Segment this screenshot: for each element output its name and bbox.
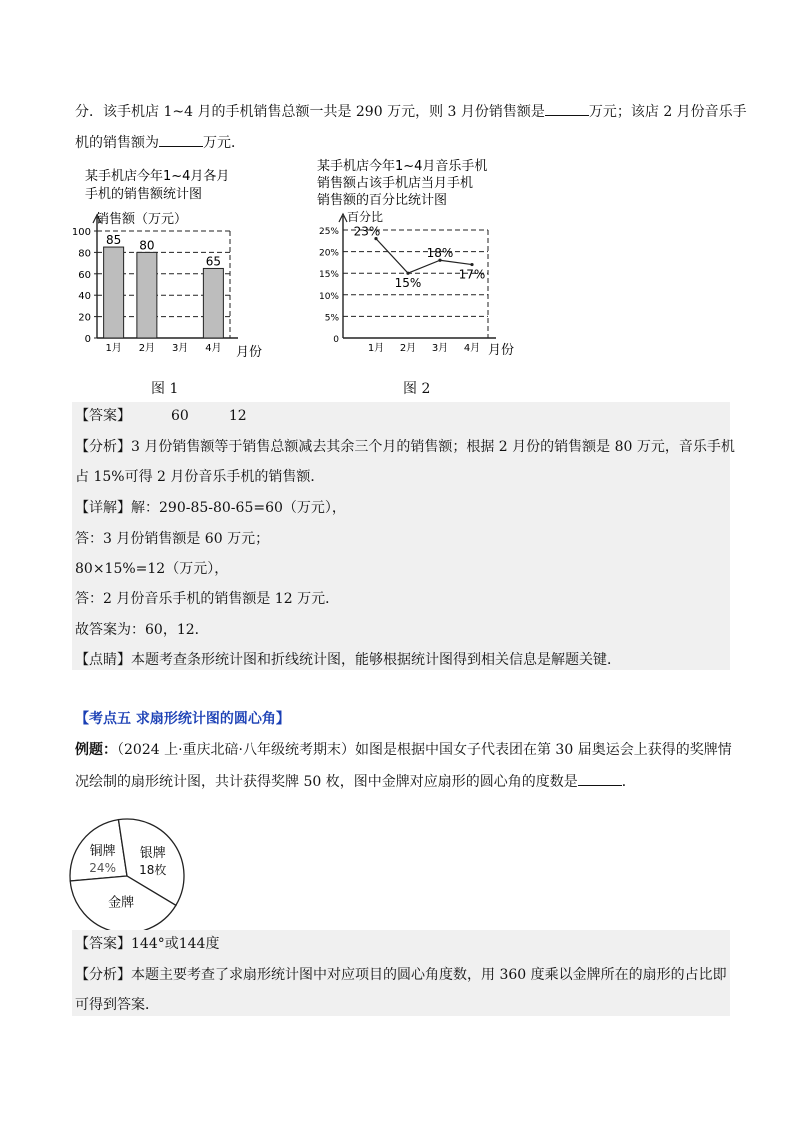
figure-1-bar-chart [60,160,290,365]
analysis-line-2: 占 15%可得 2 月份音乐手机的销售额． [75,469,325,485]
bar-chart-y-tick-label: 60 [78,269,91,281]
answer-blank-1 [545,101,589,116]
answer-line-1 [75,406,730,426]
question-text-c: 机的销售额为 [75,135,159,151]
figure-3-pie-chart [65,810,195,940]
question-text-b: 万元；该店 2 月份音乐手 [588,104,747,120]
line-chart-y-tick-label: 25% [318,227,339,237]
example-line-1 [75,740,730,760]
answer-tag: 【答案】 [75,408,131,424]
figure-2-line-chart [305,155,540,365]
bar-chart-data-label: 65 [205,254,222,269]
line-chart-data-label: 15% [394,276,422,291]
detail-line-3: 80×15%=12（万元）， [75,561,229,577]
analysis2-line-1 [75,965,730,985]
analysis-text-1: 3 月份销售额等于销售总额减去其余三个月的销售额；根据 2 月份的销售额是 80 万元，音乐手机 [131,439,735,455]
line-chart-x-tick-label: 4月 [463,343,481,354]
pie-slice-label: 银牌 [139,845,166,861]
pie-slice-value-label: 24% [89,860,116,875]
example-text-1: （2024 上·重庆北碚·八年级统考期末）如图是根据中国女子代表团在第 30 届奥运会上获得的奖牌情 [117,742,732,758]
example-text-2: 况绘制的扇形统计图，共计获得奖牌 50 枚，图中金牌对应扇形的圆心角的度数是 [75,774,578,790]
answer2-value: 144°或144度 [131,936,220,952]
bar-chart-x-tick-label: 4月 [205,343,222,354]
figure-1-xlabel: 月份 [236,345,263,360]
detail-text-1: 解：290-85-80-65=60（万元）， [131,500,346,516]
answer2-line [75,934,730,954]
line-chart-series-line [376,239,472,274]
line-chart-y-tick-label: 5% [324,313,339,324]
bar-chart-x-tick-label: 2月 [138,343,156,354]
pie-slice-label: 金牌 [108,895,135,911]
detail-tag: 【详解】 [75,500,131,516]
example-text-3: ． [621,774,636,790]
bar-chart-x-tick-label: 3月 [171,343,189,354]
figure-2-title-line-2: 销售额占该手机店当月手机 [317,176,474,191]
detail-line-4: 答：2 月份音乐手机的销售额是 12 万元． [75,591,340,607]
question-text-a: 分．该手机店 1~4 月的手机销售总额一共是 290 万元，则 3 月份销售额是 [75,104,545,120]
line-chart-x-tick-label: 1月 [367,343,385,354]
bar-chart-y-tick-label: 20 [78,312,91,324]
line-chart-point [406,272,409,275]
figure-1-title-line-2: 手机的销售额统计图 [85,187,203,202]
example-tag: 例题： [75,742,117,758]
detail-line-2: 答：3 月份销售额是 60 万元； [75,531,270,547]
figure-1-title-line-1: 某手机店今年1~4月各月 [85,169,230,184]
example-line-2 [75,771,730,792]
figure-1-caption: 图 1 [151,381,179,397]
line-chart-x-tick-label: 2月 [399,343,417,354]
analysis2-line-2: 可得到答案． [75,997,159,1013]
analysis2-text-1: 本题主要考查了求扇形统计图中对应项目的圆心角度数，用 360 度乘以金牌所在的扇形的占比即 [131,967,727,983]
bar-chart-y-tick-label: 80 [78,248,91,260]
line-chart-data-label: 18% [426,246,454,261]
line-chart-y-tick-label: 10% [318,291,339,302]
figure-2-ylabel: 百分比 [347,210,384,224]
line-chart-data-label: 23% [353,224,381,239]
bar-chart-x-tick-label: 1月 [105,343,122,354]
comment-tag: 【点睛】 [75,652,131,668]
detail-line-1 [75,498,730,518]
bar-chart-data-label: 85 [105,233,122,248]
line-chart-y-tick-label: 0 [333,335,339,345]
line-chart-data-label: 17% [458,267,486,282]
answer-blank-2 [159,132,203,147]
analysis-line-1 [75,437,735,457]
comment-text: 本题考查条形统计图和折线统计图，能够根据统计图得到相关信息是解题关键． [131,652,621,668]
bar-chart-bar [104,247,124,338]
figure-2-title-line-1: 某手机店今年1~4月音乐手机 [317,159,488,174]
answer-value-1: 60 [171,408,189,424]
question-text-d: 万元． [203,135,245,151]
pie-slice-label: 铜牌 [89,843,116,859]
answer-value-2: 12 [228,408,247,424]
answer-blank-3 [578,771,622,786]
bar-chart-bar [203,268,223,338]
figure-2-xlabel: 月份 [488,343,515,358]
question-text-line-1 [75,101,747,122]
question-text-line-2 [75,132,730,153]
detail-line-5: 故答案为：60，12． [75,622,209,638]
line-chart-y-tick-label: 15% [318,270,339,281]
bar-chart-y-tick-label: 0 [84,334,91,345]
line-chart-point [470,263,473,266]
comment-line [75,650,730,670]
bar-chart-data-label: 80 [139,238,155,253]
line-chart-y-tick-label: 20% [318,248,339,259]
section-heading: 【考点五 求扇形统计图的圆心角】 [75,711,290,727]
figure-2-title-line-3: 销售额的百分比统计图 [317,193,448,208]
bar-chart-bar [137,252,157,338]
figure-2-caption: 图 2 [403,381,431,397]
bar-chart-y-tick-label: 100 [71,227,91,238]
pie-slice-value-label: 18枚 [139,862,167,877]
answer2-tag: 【答案】 [75,936,131,952]
figure-1-ylabel: 销售额（万元） [96,212,188,227]
analysis2-tag: 【分析】 [75,967,131,983]
analysis-tag: 【分析】 [75,439,131,455]
bar-chart-y-tick-label: 40 [78,291,91,303]
line-chart-x-tick-label: 3月 [431,343,449,354]
